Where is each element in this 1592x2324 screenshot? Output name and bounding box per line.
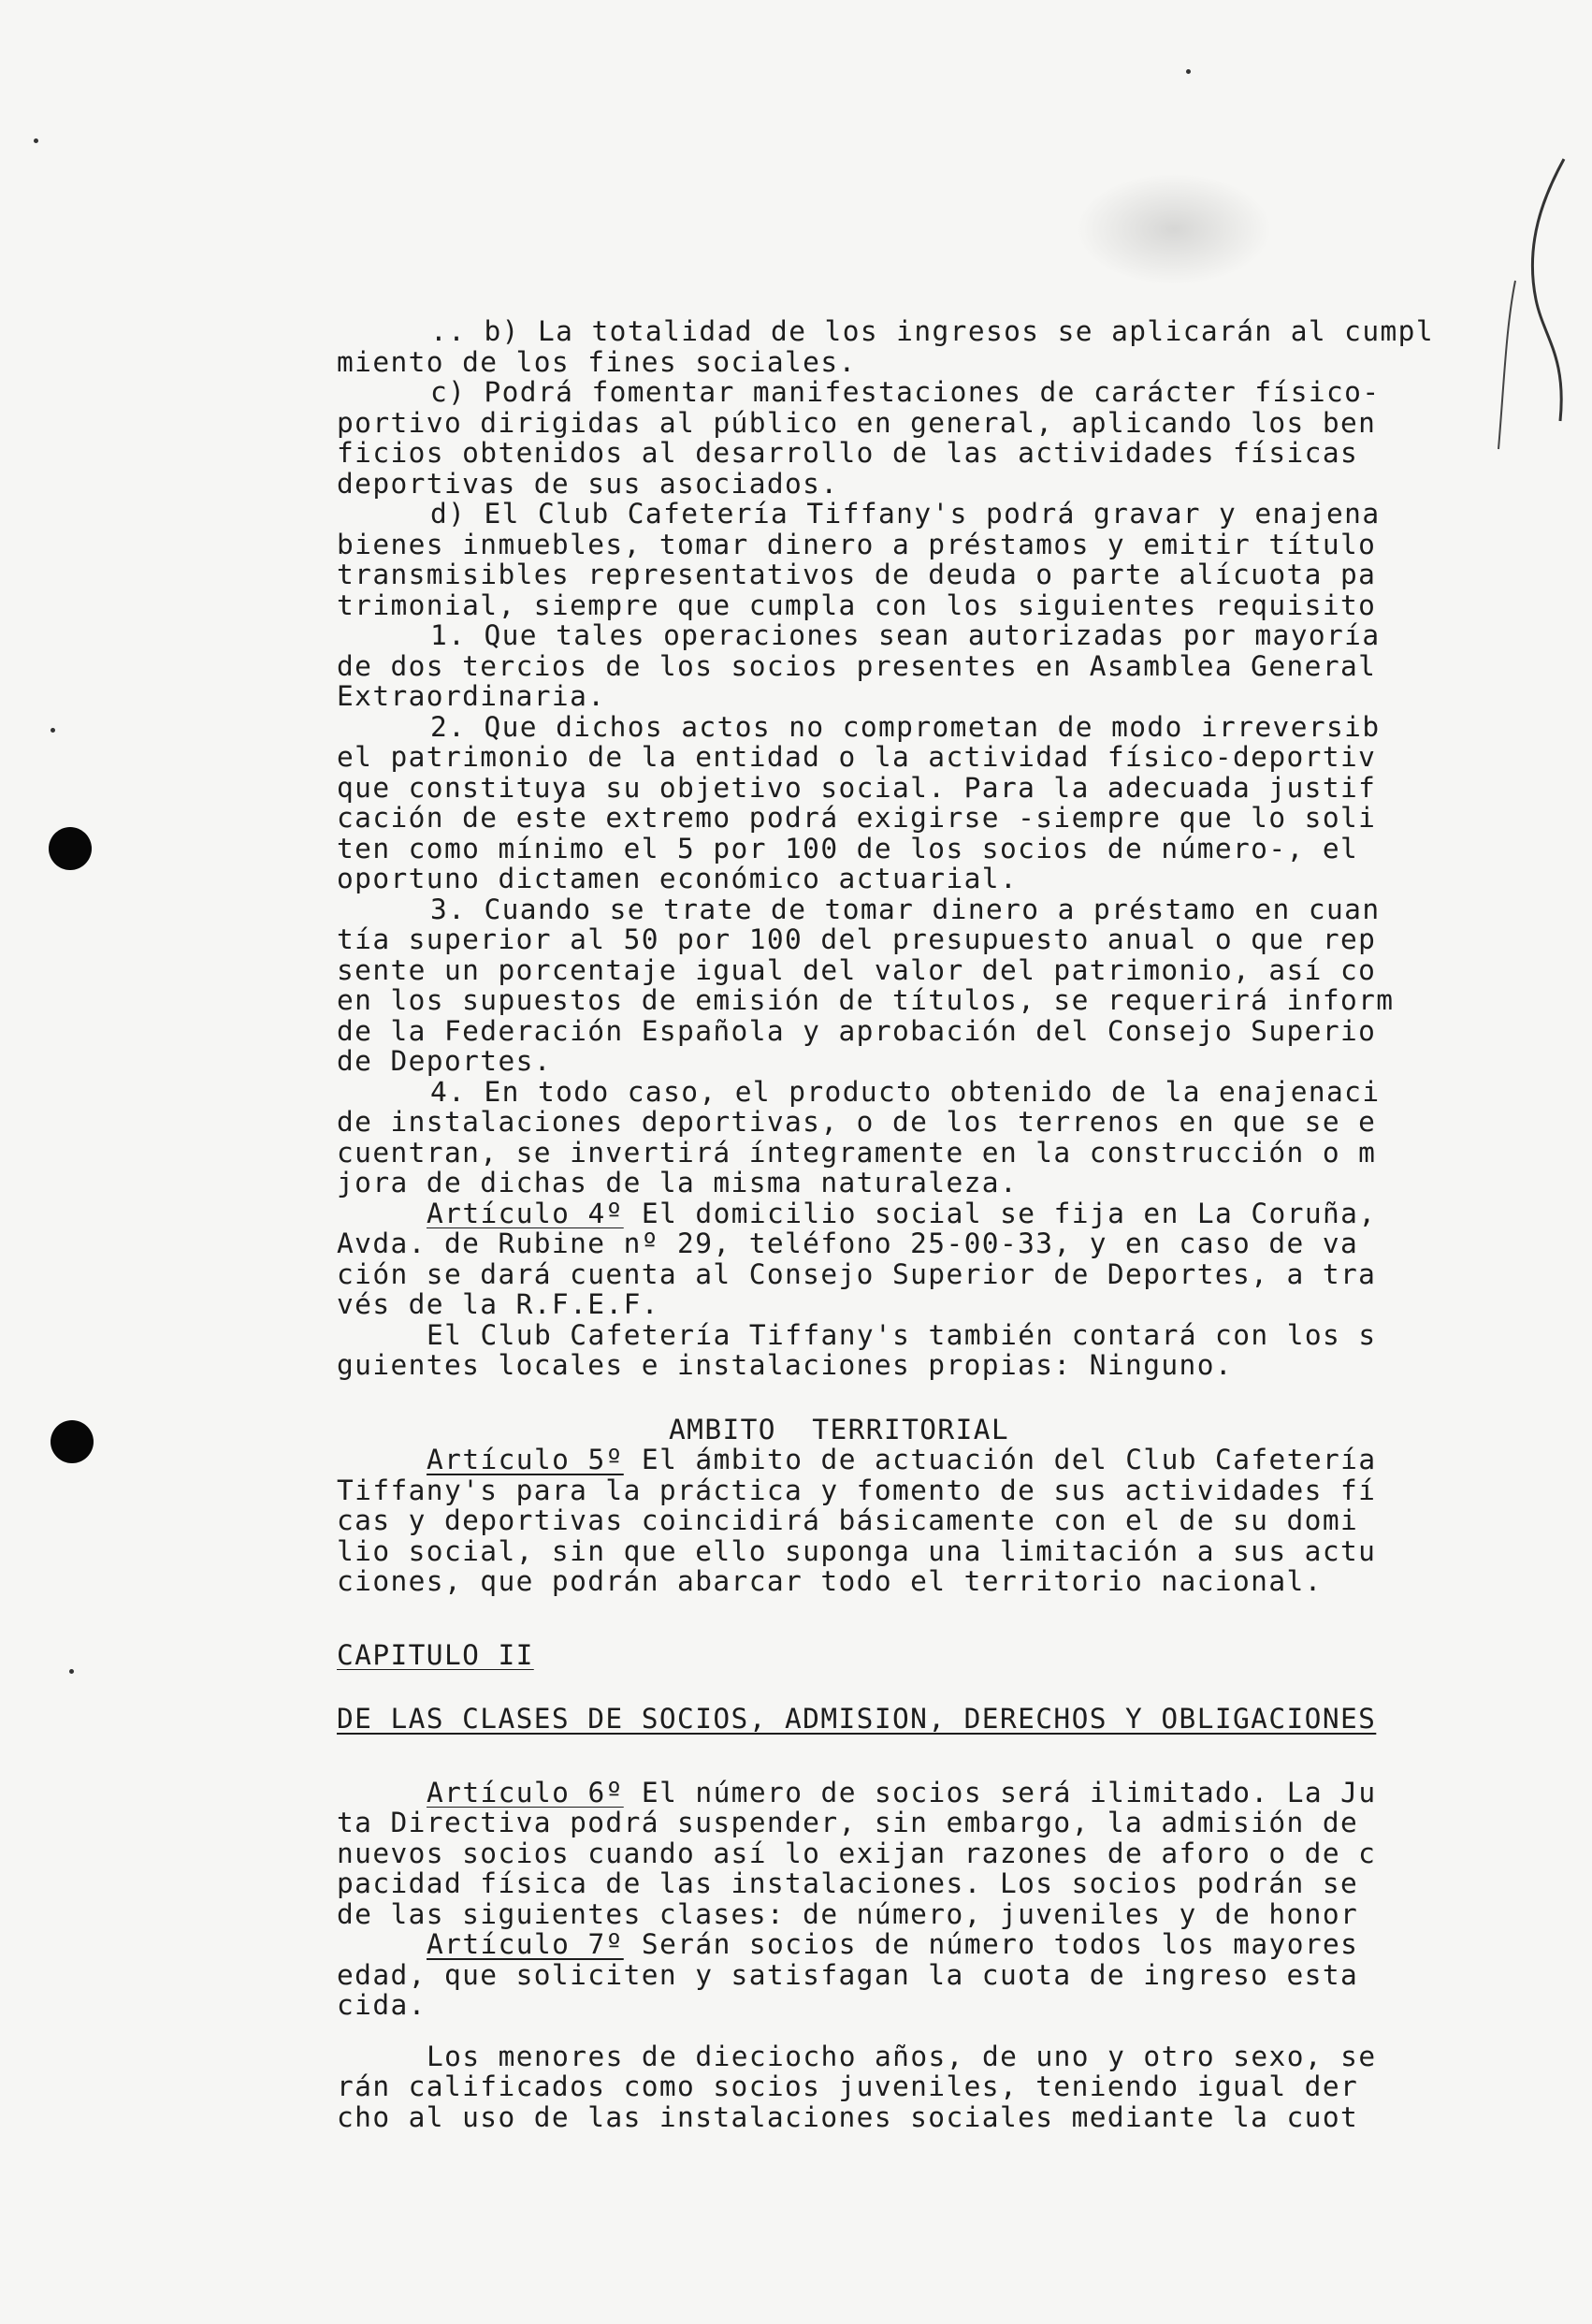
line-text: sente un porcentaje igual del valor del patrimonio, así co (337, 954, 1377, 985)
scan-speck (51, 728, 55, 733)
text-line (337, 559, 1445, 590)
text-line (337, 1016, 1445, 1047)
text-line (337, 1259, 1445, 1290)
text-line (337, 864, 1445, 894)
text-line (337, 1868, 1445, 1899)
line-text: guientes locales e instalaciones propias: Ninguno. (337, 1350, 1234, 1381)
line-text: de instalaciones deportivas, o de los terrenos en que se e (337, 1107, 1377, 1138)
scan-speck (69, 1669, 74, 1674)
line-text: c) Podrá fomentar manifestaciones de carácter físico- (430, 377, 1381, 408)
line-text: de las siguientes clases: de número, juveniles y de honor (337, 1898, 1359, 1929)
line-text: Avda. de Rubine nº 29, teléfono 25-00-33, y en caso de va (337, 1228, 1359, 1259)
text-line (337, 316, 1445, 347)
text-line (337, 2041, 1445, 2072)
text-line (337, 1990, 1445, 2021)
line-text: tía superior al 50 por 100 del presupuesto anual o que rep (337, 924, 1377, 955)
text-line (337, 1168, 1445, 1198)
text-line (337, 347, 1445, 378)
text-line (337, 1198, 1445, 1229)
text-line (337, 1107, 1445, 1138)
line-text: cuentran, se invertirá íntegramente en la construcción o m (337, 1137, 1377, 1168)
line-text: de Deportes. (337, 1046, 552, 1077)
text-line (337, 1475, 1445, 1506)
line-text: AMBITO TERRITORIAL (669, 1414, 1010, 1445)
line-text: nuevos socios cuando así lo exijan razones de aforo o de c (337, 1837, 1377, 1868)
punch-hole-upper (49, 827, 92, 870)
text-line (337, 955, 1445, 986)
text-line (337, 1320, 1445, 1351)
scan-speck (34, 138, 38, 143)
text-line (337, 377, 1445, 408)
text-line (337, 924, 1445, 955)
underlined-heading: Artículo 5º (427, 1445, 624, 1475)
line-text: deportivas de sus asociados. (337, 468, 839, 499)
line-text: 2. Que dichos actos no comprometan de modo irreversib (430, 711, 1381, 742)
text-line (337, 590, 1445, 621)
text-line (337, 1415, 1445, 1445)
line-text: pacidad física de las instalaciones. Los socios podrán se (337, 1868, 1359, 1899)
text-line (337, 1899, 1445, 1930)
line-text: oportuno dictamen económico actuarial. (337, 864, 1019, 894)
text-line (337, 530, 1445, 560)
line-text: cho al uso de las instalaciones sociales mediante la cuot (337, 2101, 1359, 2132)
line-text: lio social, sin que ello suponga una limitación a sus actu (337, 1535, 1377, 1566)
line-text: Tiffany's para la práctica y fomento de sus actividades fí (337, 1474, 1377, 1505)
line-text: de dos tercios de los socios presentes en Asamblea General (337, 650, 1377, 681)
text-line (337, 712, 1445, 743)
text-line (337, 1929, 1445, 1960)
line-text: jora de dichas de la misma naturaleza. (337, 1168, 1019, 1198)
text-line (337, 1445, 1445, 1475)
underlined-heading: Artículo 4º (427, 1198, 624, 1228)
line-text: miento de los fines sociales. (337, 346, 857, 377)
text-line (337, 651, 1445, 682)
line-text: el patrimonio de la entidad o la actividad físico-deportiv (337, 742, 1377, 773)
line-text: ficios obtenidos al desarrollo de las actividades físicas (337, 438, 1359, 469)
text-line (337, 1536, 1445, 1567)
text-line (337, 1704, 1445, 1735)
line-text: ten como mínimo el 5 por 100 de los socios de número-, el (337, 833, 1359, 864)
underlined-heading: Artículo 6º (427, 1777, 624, 1808)
text-line (337, 1138, 1445, 1169)
line-text: vés de la R.F.E.F. (337, 1289, 659, 1320)
line-text: Los menores de dieciocho años, de uno y otro sexo, se (427, 2041, 1377, 2071)
line-text: cación de este extremo podrá exigirse -siempre que lo soli (337, 803, 1377, 834)
line-text: Serán socios de número todos los mayores (623, 1929, 1359, 1960)
line-text: cas y deportivas coincidirá básicamente con el de su domi (337, 1505, 1359, 1536)
line-text: transmisibles representativos de deuda o parte alícuota pa (337, 559, 1377, 590)
text-line (337, 1505, 1445, 1536)
text-line (337, 773, 1445, 804)
line-text: edad, que soliciten y satisfagan la cuota de ingreso esta (337, 1959, 1359, 1990)
text-line (337, 1046, 1445, 1077)
line-text: de la Federación Española y aprobación del Consejo Superio (337, 1015, 1377, 1046)
line-text: 1. Que tales operaciones sean autorizadas por mayoría (430, 620, 1381, 651)
text-line (337, 1960, 1445, 1991)
text-line (337, 469, 1445, 500)
faded-stamp-mark (1076, 173, 1272, 285)
text-line (337, 1808, 1445, 1838)
document-body (337, 316, 1445, 2132)
text-line (337, 2102, 1445, 2133)
text-line (337, 408, 1445, 439)
text-line (337, 1350, 1445, 1381)
text-line (337, 681, 1445, 712)
line-text: d) El Club Cafetería Tiffany's podrá gravar y enajena (430, 499, 1381, 530)
text-line (337, 620, 1445, 651)
text-line (337, 2071, 1445, 2102)
line-text: portivo dirigidas al público en general, aplicando los ben (337, 407, 1377, 438)
text-line (337, 894, 1445, 925)
line-text: El número de socios será ilimitado. La Ju (623, 1777, 1377, 1808)
underlined-heading: Artículo 7º (427, 1929, 624, 1960)
line-text: Extraordinaria. (337, 681, 606, 712)
text-line (337, 1566, 1445, 1597)
text-line (337, 803, 1445, 834)
line-text: El Club Cafetería Tiffany's también contará con los s (427, 1319, 1377, 1350)
line-text: ciones, que podrán abarcar todo el territorio nacional. (337, 1566, 1323, 1597)
underlined-heading: CAPITULO II (337, 1639, 534, 1670)
text-line (337, 1640, 1445, 1671)
text-line (337, 499, 1445, 530)
line-text: cida. (337, 1990, 427, 2021)
underlined-heading: DE LAS CLASES DE SOCIOS, ADMISION, DERECHOS Y OBLIGACIONES (337, 1704, 1377, 1735)
line-text: ción se dará cuenta al Consejo Superior de Deportes, a tra (337, 1258, 1377, 1289)
line-text: trimonial, siempre que cumpla con los siguientes requisito (337, 589, 1377, 620)
margin-handwritten-mark (1478, 140, 1581, 487)
text-line (337, 438, 1445, 469)
line-text: El ámbito de actuación del Club Cafetería (623, 1445, 1377, 1475)
line-text: bienes inmuebles, tomar dinero a préstamos y emitir título (337, 529, 1377, 559)
text-line (337, 1289, 1445, 1320)
line-text: ta Directiva podrá suspender, sin embargo, la admisión de (337, 1808, 1359, 1838)
punch-hole-lower (51, 1420, 94, 1463)
scan-speck (1186, 69, 1191, 74)
text-line (337, 1077, 1445, 1108)
line-text: rán calificados como socios juveniles, teniendo igual der (337, 2071, 1359, 2102)
text-line (337, 1778, 1445, 1808)
line-text: 3. Cuando se trate de tomar dinero a préstamo en cuan (430, 893, 1381, 924)
line-text: El domicilio social se fija en La Coruña, (623, 1198, 1377, 1228)
text-line (337, 985, 1445, 1016)
line-text: en los supuestos de emisión de títulos, se requerirá inform (337, 985, 1395, 1016)
line-text: 4. En todo caso, el producto obtenido de la enajenaci (430, 1076, 1381, 1107)
text-line (337, 1838, 1445, 1869)
text-line (337, 1228, 1445, 1259)
text-line (337, 742, 1445, 773)
line-text: .. b) La totalidad de los ingresos se aplicarán al cumpl (430, 316, 1434, 347)
text-line (337, 834, 1445, 864)
line-text: que constituya su objetivo social. Para la adecuada justif (337, 772, 1377, 803)
